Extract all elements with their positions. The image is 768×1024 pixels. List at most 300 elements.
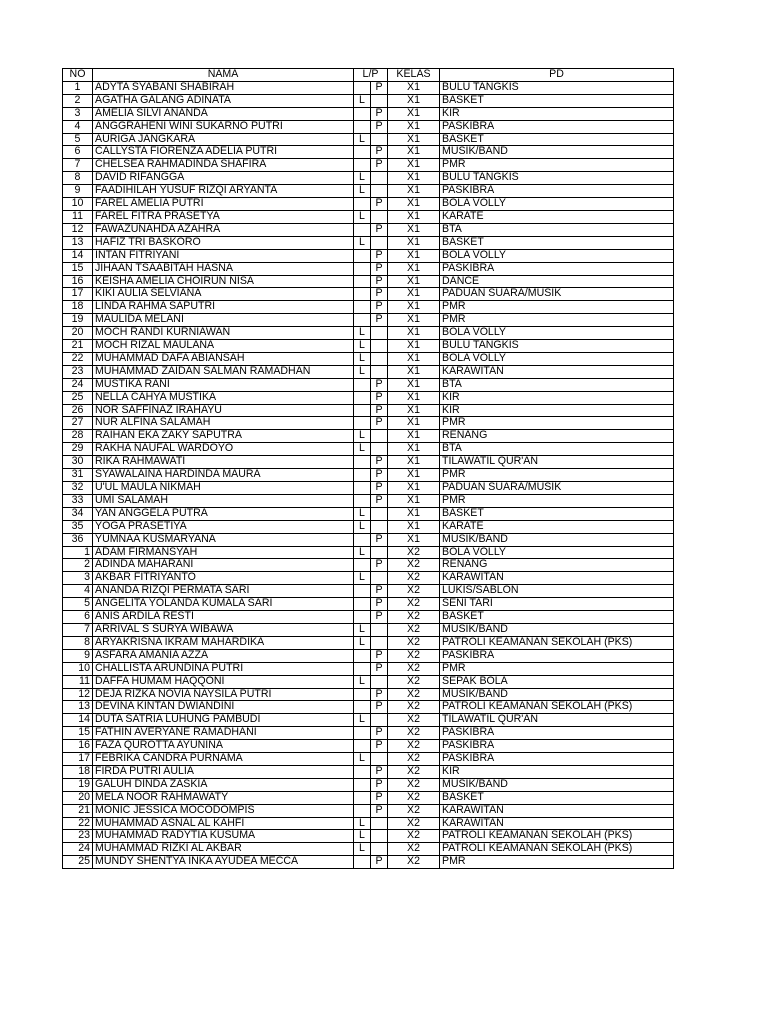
cell-nama: ASFARA AMANIA AZZA (93, 649, 354, 662)
table-row (63, 546, 674, 559)
cell-pd: PATROLI KEAMANAN SEKOLAH (PKS) (440, 830, 674, 843)
cell-l: L (354, 340, 371, 353)
cell-pd: MUSIK/BAND (440, 688, 674, 701)
cell-kelas: X2 (388, 765, 440, 778)
cell-kelas: X1 (388, 236, 440, 249)
table-row (63, 262, 674, 275)
cell-p (371, 843, 388, 856)
cell-kelas: X2 (388, 714, 440, 727)
cell-l (354, 198, 371, 211)
table-row (63, 314, 674, 327)
cell-p (371, 546, 388, 559)
cell-nama: NOR SAFFINAZ IRAHAYU (93, 404, 354, 417)
table-row (63, 404, 674, 417)
table-row (63, 146, 674, 159)
cell-p: P (371, 262, 388, 275)
cell-pd: PASKIBRA (440, 753, 674, 766)
cell-nama: SYAWALAINA HARDINDA MAURA (93, 469, 354, 482)
table-row (63, 649, 674, 662)
header-pd: PD (440, 69, 674, 82)
cell-nama: FEBRIKA CANDRA PURNAMA (93, 753, 354, 766)
cell-p (371, 675, 388, 688)
cell-nama: RAIHAN EKA ZAKY SAPUTRA (93, 430, 354, 443)
cell-pd: MUSIK/BAND (440, 533, 674, 546)
cell-l: L (354, 830, 371, 843)
cell-p: P (371, 649, 388, 662)
cell-pd: BASKET (440, 133, 674, 146)
table-row (63, 714, 674, 727)
cell-nama: ADINDA MAHARANI (93, 559, 354, 572)
cell-l (354, 662, 371, 675)
cell-nama: MAULIDA MELANI (93, 314, 354, 327)
table-row (63, 198, 674, 211)
cell-no: 21 (63, 804, 93, 817)
cell-nama: U'UL MAULA NIKMAH (93, 482, 354, 495)
cell-pd: MUSIK/BAND (440, 778, 674, 791)
cell-p: P (371, 598, 388, 611)
cell-pd: BULU TANGKIS (440, 172, 674, 185)
cell-nama: FAADIHILAH YUSUF RIZQI ARYANTA (93, 185, 354, 198)
cell-pd: PASKIBRA (440, 727, 674, 740)
cell-l (354, 417, 371, 430)
cell-no: 24 (63, 378, 93, 391)
cell-pd: KARAWITAN (440, 572, 674, 585)
cell-p: P (371, 688, 388, 701)
cell-l: L (354, 443, 371, 456)
cell-kelas: X2 (388, 611, 440, 624)
cell-no: 9 (63, 649, 93, 662)
cell-l (354, 482, 371, 495)
cell-l (354, 275, 371, 288)
cell-pd: KARAWITAN (440, 817, 674, 830)
cell-pd: TILAWATIL QUR'AN (440, 456, 674, 469)
cell-no: 1 (63, 81, 93, 94)
cell-p: P (371, 456, 388, 469)
cell-no: 6 (63, 146, 93, 159)
cell-pd: PMR (440, 469, 674, 482)
cell-nama: AURIGA JANGKARA (93, 133, 354, 146)
cell-p (371, 636, 388, 649)
table-row (63, 856, 674, 869)
cell-pd: BASKET (440, 507, 674, 520)
cell-kelas: X1 (388, 133, 440, 146)
cell-p: P (371, 611, 388, 624)
cell-kelas: X1 (388, 520, 440, 533)
cell-kelas: X2 (388, 585, 440, 598)
table-row (63, 482, 674, 495)
cell-pd: PMR (440, 314, 674, 327)
cell-p: P (371, 198, 388, 211)
cell-pd: KARATE (440, 520, 674, 533)
cell-p: P (371, 288, 388, 301)
cell-kelas: X1 (388, 443, 440, 456)
cell-nama: MONIC JESSICA MOCODOMPIS (93, 804, 354, 817)
cell-pd: PADUAN SUARA/MUSIK (440, 288, 674, 301)
cell-l: L (354, 133, 371, 146)
cell-l (354, 404, 371, 417)
cell-pd: BASKET (440, 791, 674, 804)
cell-l (354, 469, 371, 482)
cell-p: P (371, 159, 388, 172)
cell-no: 12 (63, 688, 93, 701)
cell-kelas: X2 (388, 843, 440, 856)
cell-nama: MUNDY SHENTYA INKA AYUDEA MECCA (93, 856, 354, 869)
cell-p (371, 210, 388, 223)
cell-l: L (354, 636, 371, 649)
cell-l (354, 533, 371, 546)
cell-l: L (354, 507, 371, 520)
cell-kelas: X2 (388, 778, 440, 791)
header-lp: L/P (354, 69, 388, 82)
cell-no: 7 (63, 159, 93, 172)
cell-kelas: X2 (388, 572, 440, 585)
cell-nama: NUR ALFINA SALAMAH (93, 417, 354, 430)
cell-no: 11 (63, 210, 93, 223)
cell-nama: DAVID RIFANGGA (93, 172, 354, 185)
cell-l (354, 288, 371, 301)
cell-p: P (371, 791, 388, 804)
header-row (63, 69, 674, 82)
table-row (63, 443, 674, 456)
cell-kelas: X1 (388, 494, 440, 507)
header-kelas: KELAS (388, 69, 440, 82)
cell-l (354, 804, 371, 817)
cell-no: 20 (63, 327, 93, 340)
cell-p: P (371, 701, 388, 714)
cell-l (354, 107, 371, 120)
cell-l (354, 649, 371, 662)
cell-p (371, 365, 388, 378)
cell-pd: PASKIBRA (440, 262, 674, 275)
cell-nama: DUTA SATRIA LUHUNG PAMBUDI (93, 714, 354, 727)
cell-pd: PMR (440, 662, 674, 675)
cell-p (371, 714, 388, 727)
cell-kelas: X2 (388, 662, 440, 675)
cell-p (371, 327, 388, 340)
cell-l: L (354, 430, 371, 443)
cell-l (354, 856, 371, 869)
cell-pd: BASKET (440, 236, 674, 249)
cell-no: 9 (63, 185, 93, 198)
cell-p: P (371, 740, 388, 753)
table-row (63, 765, 674, 778)
cell-kelas: X2 (388, 675, 440, 688)
table-row (63, 391, 674, 404)
cell-l (354, 314, 371, 327)
cell-no: 1 (63, 546, 93, 559)
cell-l: L (354, 172, 371, 185)
table-row (63, 740, 674, 753)
cell-p: P (371, 469, 388, 482)
cell-pd: RENANG (440, 559, 674, 572)
cell-nama: RAKHA NAUFAL WARDOYO (93, 443, 354, 456)
cell-pd: PMR (440, 856, 674, 869)
cell-nama: MUHAMMAD DAFA ABIANSAH (93, 352, 354, 365)
cell-p: P (371, 378, 388, 391)
cell-p (371, 830, 388, 843)
cell-no: 2 (63, 559, 93, 572)
cell-p: P (371, 275, 388, 288)
cell-l (354, 146, 371, 159)
cell-pd: PASKIBRA (440, 120, 674, 133)
cell-no: 22 (63, 817, 93, 830)
table-row (63, 340, 674, 353)
cell-no: 5 (63, 133, 93, 146)
cell-no: 21 (63, 340, 93, 353)
cell-p: P (371, 146, 388, 159)
cell-l (354, 494, 371, 507)
cell-no: 13 (63, 701, 93, 714)
cell-no: 31 (63, 469, 93, 482)
cell-kelas: X1 (388, 404, 440, 417)
cell-l: L (354, 327, 371, 340)
cell-l: L (354, 94, 371, 107)
cell-l: L (354, 623, 371, 636)
table-row (63, 623, 674, 636)
cell-no: 29 (63, 443, 93, 456)
cell-kelas: X2 (388, 856, 440, 869)
cell-nama: INTAN FITRIYANI (93, 249, 354, 262)
table-row (63, 430, 674, 443)
cell-nama: FAREL AMELIA PUTRI (93, 198, 354, 211)
cell-no: 3 (63, 572, 93, 585)
table-row (63, 817, 674, 830)
cell-kelas: X2 (388, 688, 440, 701)
cell-nama: ANGELITA YOLANDA KUMALA SARI (93, 598, 354, 611)
cell-kelas: X1 (388, 456, 440, 469)
cell-pd: DANCE (440, 275, 674, 288)
cell-pd: KIR (440, 404, 674, 417)
table-row (63, 585, 674, 598)
cell-pd: BOLA VOLLY (440, 327, 674, 340)
cell-p (371, 340, 388, 353)
cell-no: 17 (63, 288, 93, 301)
cell-p: P (371, 301, 388, 314)
table-row (63, 843, 674, 856)
cell-l (354, 598, 371, 611)
table-row (63, 81, 674, 94)
cell-no: 7 (63, 623, 93, 636)
cell-nama: CALLYSTA FIORENZA ADELIA PUTRI (93, 146, 354, 159)
cell-pd: KARAWITAN (440, 804, 674, 817)
cell-p (371, 172, 388, 185)
table-row (63, 275, 674, 288)
cell-pd: BTA (440, 443, 674, 456)
cell-kelas: X2 (388, 804, 440, 817)
cell-l: L (354, 714, 371, 727)
cell-l (354, 688, 371, 701)
cell-p (371, 572, 388, 585)
cell-kelas: X2 (388, 559, 440, 572)
cell-pd: BOLA VOLLY (440, 249, 674, 262)
cell-no: 4 (63, 585, 93, 598)
cell-l (354, 727, 371, 740)
cell-pd: SENI TARI (440, 598, 674, 611)
cell-kelas: X1 (388, 430, 440, 443)
cell-pd: BTA (440, 378, 674, 391)
cell-p (371, 443, 388, 456)
cell-kelas: X2 (388, 598, 440, 611)
cell-no: 32 (63, 482, 93, 495)
cell-kelas: X1 (388, 482, 440, 495)
cell-l (354, 701, 371, 714)
table-row (63, 688, 674, 701)
cell-kelas: X2 (388, 623, 440, 636)
cell-no: 10 (63, 198, 93, 211)
cell-kelas: X1 (388, 210, 440, 223)
cell-kelas: X1 (388, 275, 440, 288)
cell-pd: PASKIBRA (440, 649, 674, 662)
cell-l (354, 301, 371, 314)
cell-no: 4 (63, 120, 93, 133)
cell-p: P (371, 765, 388, 778)
cell-p (371, 623, 388, 636)
cell-kelas: X1 (388, 417, 440, 430)
cell-nama: ARRIVAL S SURYA WIBAWA (93, 623, 354, 636)
table-row (63, 753, 674, 766)
cell-no: 23 (63, 365, 93, 378)
cell-nama: MUHAMMAD RADYTIA KUSUMA (93, 830, 354, 843)
cell-p (371, 430, 388, 443)
cell-pd: KIR (440, 391, 674, 404)
cell-pd: PADUAN SUARA/MUSIK (440, 482, 674, 495)
cell-kelas: X1 (388, 262, 440, 275)
cell-p: P (371, 417, 388, 430)
cell-kelas: X2 (388, 740, 440, 753)
cell-l: L (354, 572, 371, 585)
cell-no: 33 (63, 494, 93, 507)
cell-p: P (371, 494, 388, 507)
cell-nama: FAWAZUNAHDA AZAHRA (93, 223, 354, 236)
cell-pd: BASKET (440, 611, 674, 624)
cell-p: P (371, 391, 388, 404)
cell-p: P (371, 804, 388, 817)
cell-l: L (354, 817, 371, 830)
cell-l: L (354, 753, 371, 766)
cell-p (371, 507, 388, 520)
cell-nama: GALUH DINDA ZASKIA (93, 778, 354, 791)
cell-p: P (371, 585, 388, 598)
cell-l (354, 81, 371, 94)
cell-pd: RENANG (440, 430, 674, 443)
table-body (63, 81, 674, 868)
cell-kelas: X2 (388, 817, 440, 830)
cell-no: 14 (63, 249, 93, 262)
cell-nama: MUSTIKA RANI (93, 378, 354, 391)
cell-pd: KARATE (440, 210, 674, 223)
cell-pd: PMR (440, 417, 674, 430)
cell-pd: PASKIBRA (440, 740, 674, 753)
cell-l (354, 456, 371, 469)
table-row (63, 559, 674, 572)
table-row (63, 662, 674, 675)
cell-pd: PMR (440, 301, 674, 314)
table-row (63, 598, 674, 611)
cell-pd: PASKIBRA (440, 185, 674, 198)
cell-no: 19 (63, 314, 93, 327)
cell-no: 2 (63, 94, 93, 107)
cell-kelas: X2 (388, 727, 440, 740)
cell-nama: UMI SALAMAH (93, 494, 354, 507)
cell-l: L (354, 675, 371, 688)
cell-l (354, 378, 371, 391)
cell-pd: KIR (440, 107, 674, 120)
cell-no: 36 (63, 533, 93, 546)
cell-kelas: X1 (388, 81, 440, 94)
cell-p: P (371, 314, 388, 327)
table-row (63, 133, 674, 146)
table-row (63, 107, 674, 120)
cell-nama: ADAM FIRMANSYAH (93, 546, 354, 559)
cell-pd: PATROLI KEAMANAN SEKOLAH (PKS) (440, 701, 674, 714)
cell-nama: FAREL FITRA PRASETYA (93, 210, 354, 223)
cell-p: P (371, 120, 388, 133)
cell-p (371, 520, 388, 533)
table-row (63, 675, 674, 688)
cell-no: 5 (63, 598, 93, 611)
cell-no: 10 (63, 662, 93, 675)
cell-no: 8 (63, 172, 93, 185)
cell-p: P (371, 81, 388, 94)
cell-kelas: X1 (388, 301, 440, 314)
table-row (63, 365, 674, 378)
cell-no: 34 (63, 507, 93, 520)
table-row (63, 830, 674, 843)
cell-nama: ADYTA SYABANI SHABIRAH (93, 81, 354, 94)
cell-pd: BULU TANGKIS (440, 81, 674, 94)
cell-nama: MUHAMMAD RIZKI AL AKBAR (93, 843, 354, 856)
student-table (62, 68, 674, 869)
cell-l: L (354, 546, 371, 559)
cell-p (371, 185, 388, 198)
cell-p: P (371, 559, 388, 572)
cell-p (371, 352, 388, 365)
table-row (63, 301, 674, 314)
cell-no: 30 (63, 456, 93, 469)
cell-p: P (371, 223, 388, 236)
cell-no: 20 (63, 791, 93, 804)
cell-nama: LINDA RAHMA SAPUTRI (93, 301, 354, 314)
cell-l (354, 585, 371, 598)
cell-nama: YAN ANGGELA PUTRA (93, 507, 354, 520)
cell-no: 8 (63, 636, 93, 649)
cell-nama: FIRDA PUTRI AULIA (93, 765, 354, 778)
table-row (63, 778, 674, 791)
cell-no: 15 (63, 727, 93, 740)
table-row (63, 507, 674, 520)
table-row (63, 288, 674, 301)
table-row (63, 791, 674, 804)
cell-pd: KIR (440, 765, 674, 778)
cell-p (371, 236, 388, 249)
cell-no: 16 (63, 275, 93, 288)
cell-pd: SEPAK BOLA (440, 675, 674, 688)
cell-nama: AMELIA SILVI ANANDA (93, 107, 354, 120)
table-row (63, 210, 674, 223)
cell-kelas: X2 (388, 830, 440, 843)
cell-nama: NELLA CAHYA MUSTIKA (93, 391, 354, 404)
cell-l (354, 391, 371, 404)
cell-pd: MUSIK/BAND (440, 146, 674, 159)
cell-l (354, 791, 371, 804)
cell-nama: CHELSEA RAHMADINDA SHAFIRA (93, 159, 354, 172)
cell-l: L (354, 236, 371, 249)
cell-kelas: X1 (388, 327, 440, 340)
cell-kelas: X1 (388, 185, 440, 198)
cell-nama: KEISHA AMELIA CHOIRUN NISA (93, 275, 354, 288)
cell-kelas: X1 (388, 314, 440, 327)
cell-no: 3 (63, 107, 93, 120)
